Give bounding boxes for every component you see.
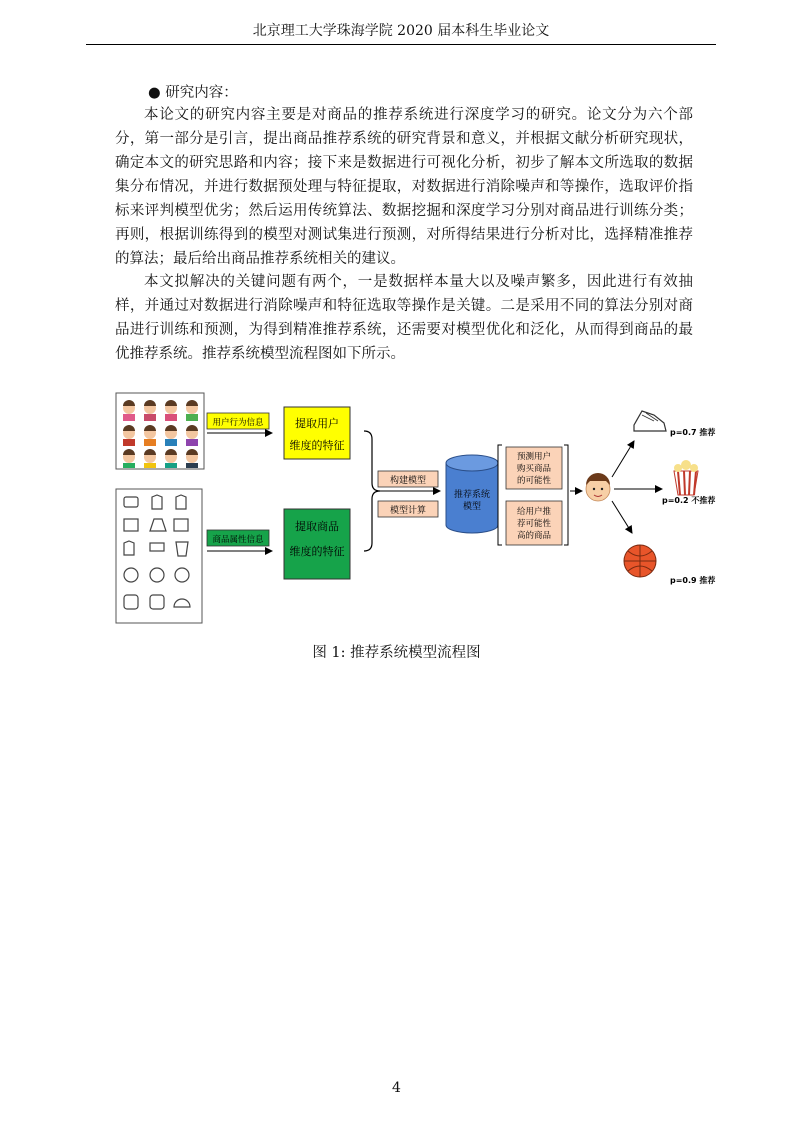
rec-model-line1: 推荐系统	[453, 490, 491, 500]
model-compute-label: 模型计算	[389, 506, 427, 516]
section-bullet: ● 研究内容：	[148, 85, 238, 101]
predict-line3: 的可能性	[516, 476, 552, 486]
section-title: 研究内容：	[165, 85, 238, 101]
page-number: 4	[392, 1080, 401, 1096]
extract-product-line1: 提取商品	[295, 520, 339, 533]
page-header: 北京理工大学珠海学院 2020 届本科生毕业论文	[252, 23, 550, 39]
rec1-label: p=0.7 推荐	[670, 428, 716, 437]
figure-caption: 图 1: 推荐系统模型流程图	[312, 645, 481, 661]
paragraph-2: 本文拟解决的关键问题有两个，一是数据样本量大以及噪声繁多，因此进行有效抽样，并通过对数据进行消除噪声和特征选取等操作是关键。二是采用不同的算法分别对商品进行训练和预测，为得到精准推荐系统，还需要对模型优化和泛化，从而得到商品的最优推荐系统。推荐系统模型流程图如下所示。	[115, 274, 693, 362]
build-model-label: 构建模型	[389, 476, 427, 486]
give-line2: 荐可能性	[516, 519, 552, 529]
product-attr-label: 商品属性信息	[212, 535, 264, 545]
users-panel	[116, 393, 204, 469]
flowchart-figure	[112, 385, 716, 625]
rec3-label: p=0.9 推荐	[670, 576, 716, 585]
shoe-icon	[634, 411, 666, 431]
products-panel	[116, 489, 202, 623]
user-behavior-label: 用户行为信息	[212, 418, 264, 428]
extract-user-line1: 提取用户	[295, 417, 339, 430]
give-line1: 给用户推	[516, 507, 552, 517]
basketball-icon	[624, 545, 656, 577]
popcorn-icon	[674, 460, 698, 495]
left-bracket	[498, 445, 502, 545]
merge-brace	[364, 431, 380, 551]
predict-line1: 预测用户	[516, 452, 552, 462]
arrow-rec3	[612, 501, 632, 533]
give-line3: 高的商品	[516, 531, 552, 541]
rec-model-line2: 模型	[462, 502, 482, 512]
extract-product-line2: 维度的特征	[289, 545, 345, 558]
right-bracket	[564, 445, 568, 545]
header-rule	[86, 44, 716, 45]
predict-line2: 购买商品	[516, 464, 552, 474]
arrow-rec1	[612, 441, 634, 477]
extract-user-line2: 维度的特征	[289, 439, 345, 452]
user-face-icon	[586, 473, 610, 501]
rec2-label: p=0.2 不推荐	[662, 496, 716, 505]
paragraph-1: 本论文的研究内容主要是对商品的推荐系统进行深度学习的研究。论文分为六个部分，第一部分是引言，提出商品推荐系统的研究背景和意义，并根据文献分析研究现状，确定本文的研究思路和内容；接下来是数据进行可视化分析，初步了解本文所选取的数据集分布情况，并进行数据预处理与特征提取，对数据进行消除噪声和等操作，选取评价指标来评判模型优劣；然后运用传统算法、数据挖掘和深度学习分别对商品进行训练分类；再则，根据训练得到的模型对测试集进行预测，对所得结果进行分析对比，选择精准推荐的算法；最后给出商品推荐系统相关的建议。	[115, 107, 693, 267]
